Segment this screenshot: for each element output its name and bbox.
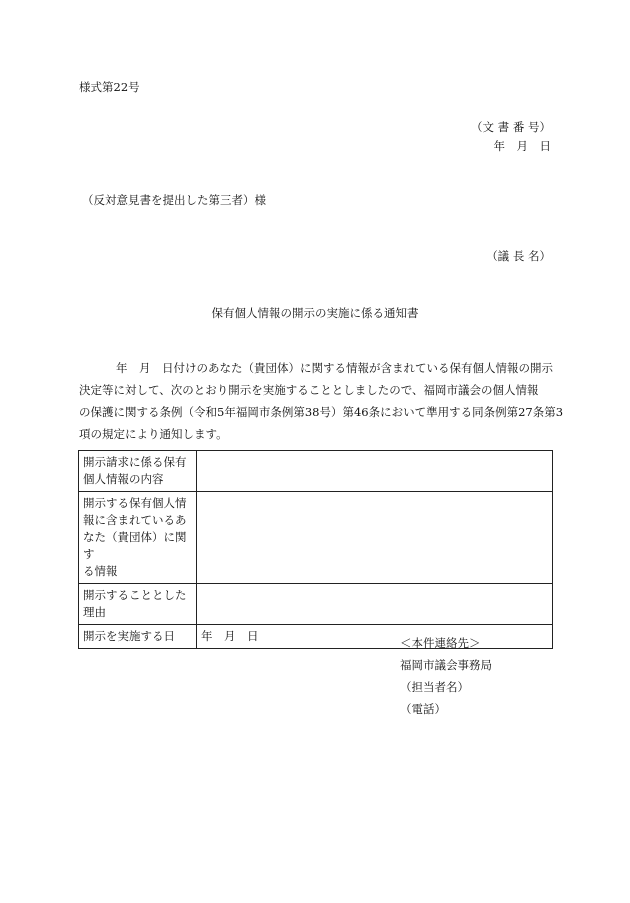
label-line: なた（貴団体）に関す xyxy=(83,530,187,561)
contact-heading: ＜本件連絡先＞ xyxy=(400,636,481,650)
label-line: る情報 xyxy=(83,564,118,578)
sender-name: （議 長 名） xyxy=(486,249,551,263)
label-line: 開示を実施する日 xyxy=(83,629,175,643)
label-line: 個人情報の内容 xyxy=(83,472,164,486)
row-label-requested-info xyxy=(79,451,197,492)
disclosure-info-table xyxy=(78,450,553,649)
body-line: 項の規定により通知します。 xyxy=(79,427,228,441)
contact-block xyxy=(400,632,492,720)
contact-office: 福岡市議会事務局 xyxy=(400,658,492,672)
document-date: 年 月 日 xyxy=(493,139,551,153)
row-label-related-info xyxy=(79,492,197,584)
body-line: 年 月 日付けのあなた（貴団体）に関する情報が含まれている保有個人情報の開示 xyxy=(116,361,553,375)
label-line: 開示請求に係る保有 xyxy=(83,455,187,469)
row-value-related-info xyxy=(197,492,553,584)
recipient-name: （反対意見書を提出した第三者）様 xyxy=(82,193,266,207)
body-line: 決定等に対して、次のとおり開示を実施することとしましたので、福岡市議会の個人情報 xyxy=(79,383,539,397)
label-line: 開示する保有個人情 xyxy=(83,496,187,510)
document-title: 保有個人情報の開示の実施に係る通知書 xyxy=(211,306,419,320)
row-label-disclosure-date xyxy=(79,625,197,649)
row-value-reason xyxy=(197,584,553,625)
label-line: 理由 xyxy=(83,605,106,619)
row-label-reason xyxy=(79,584,197,625)
body-line: の保護に関する条例（令和5年福岡市条例第38号）第46条において準用する同条例第27条第3 xyxy=(79,405,564,419)
document-number: （文 書 番 号） xyxy=(471,120,551,134)
body-paragraph xyxy=(79,357,564,445)
table-row xyxy=(79,451,553,492)
form-number: 様式第22号 xyxy=(79,80,140,94)
row-value-disclosure-date: 年 月 日 xyxy=(197,625,553,649)
table-row xyxy=(79,584,553,625)
table-row xyxy=(79,492,553,584)
row-value-requested-info xyxy=(197,451,553,492)
contact-person: （担当者名） xyxy=(400,680,469,694)
contact-phone: （電話） xyxy=(400,702,446,716)
label-line: 報に含まれているあ xyxy=(83,513,187,527)
label-line: 開示することとした xyxy=(83,588,187,602)
